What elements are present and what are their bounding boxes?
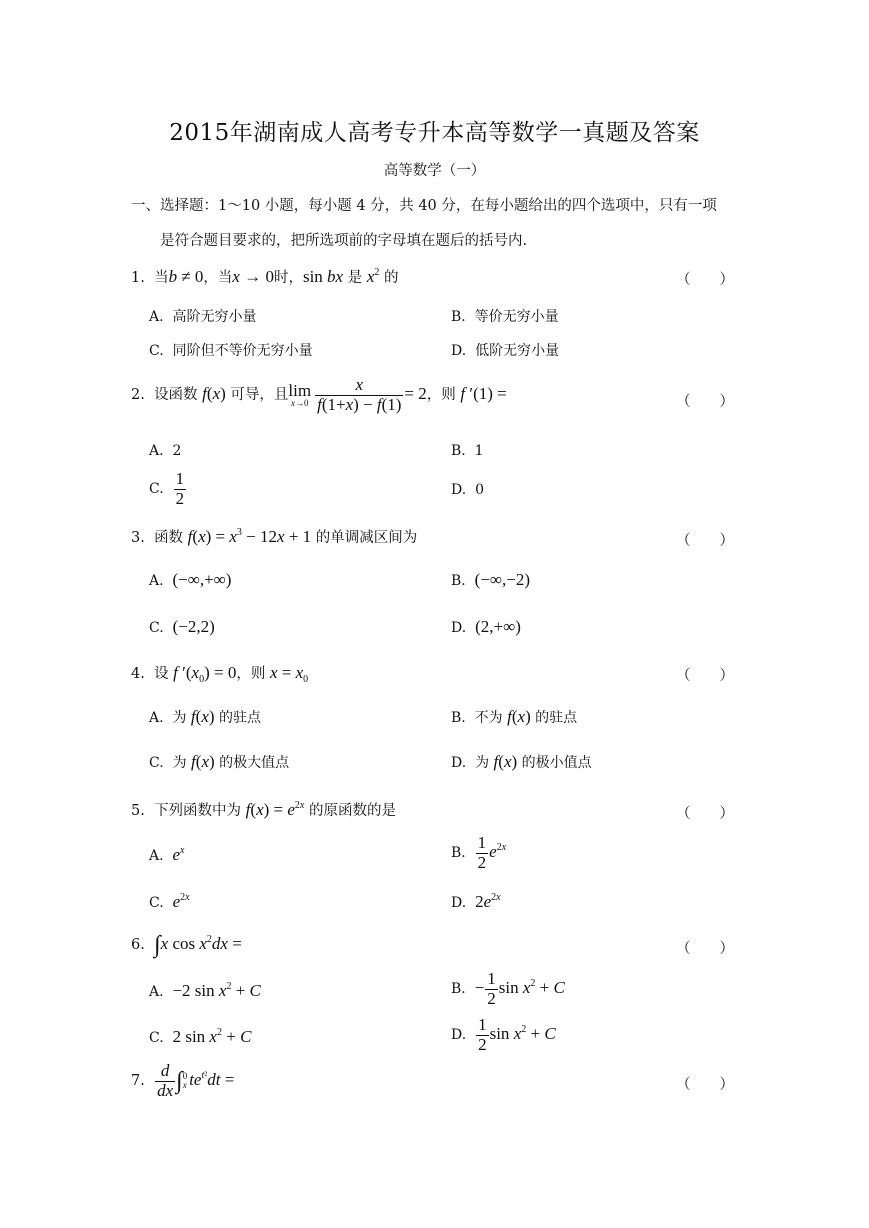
question-3: 3. 函数 $f(x) = x^3 - 12x + 1$ 的单调减区间为 — [131, 527, 418, 546]
option-6c: C. 2 $\sin x^2 + C$ — [149, 1027, 252, 1046]
option-5b: B. $\frac{1}{2}$ $e^{2x}$ — [451, 833, 507, 872]
answer-bracket-1: （ ） — [676, 272, 734, 288]
option-4d: D. 为 f(x) 的极小值点 — [451, 752, 592, 771]
option-2b: B. 1 — [451, 443, 484, 459]
question-2: 2. 设函数 f(x) 可导，且lim x→0 $\frac{x}{f(1+x) - f(1)}$ = 2，则 f ′(1) = — [131, 375, 507, 414]
page-title: 2015年湖南成人高考专升本高等数学一真题及答案 — [169, 120, 700, 146]
page-subtitle: 高等数学（一） — [383, 163, 486, 179]
question-7: 7. $\frac{d}{dx}$ ∫ 0 x $te^{t^2}dt$ = — [131, 1061, 235, 1100]
answer-bracket-4: （ ） — [676, 668, 734, 684]
option-2a: A. 2 — [149, 443, 182, 459]
option-5d: D. $2e^{2x}$ — [451, 892, 501, 911]
option-1d: D. 低阶无穷小量 — [451, 343, 560, 359]
question-stem: 下列函数中为 $f(x) = e^{2x}$ 的原函数的是 — [154, 800, 396, 819]
question-4: 4. 设 f $'(x_0) = 0$，则 $x = x_0$ — [131, 663, 309, 685]
question-5: 5. 下列函数中为 $f(x) = e^{2x}$ 的原函数的是 — [131, 800, 396, 819]
option-1b: B. 等价无穷小量 — [451, 309, 559, 325]
question-6: 6. ∫x $\cos x^2dx$ = — [131, 932, 242, 958]
section-instructions-line2: 是符合题目要求的，把所选项前的字母填在题后的括号内. — [160, 233, 528, 249]
question-number: 1. — [131, 270, 145, 286]
option-2d: D. 0 — [451, 482, 485, 498]
option-3a: A. (−∞,+∞) — [149, 570, 232, 589]
option-6d: D. $\frac{1}{2}$ $\sin x^2 + C$ — [451, 1015, 556, 1054]
answer-bracket-2: （ ） — [676, 394, 734, 410]
option-3d: D. (2,+∞) — [451, 617, 521, 636]
option-4a: A. 为 f(x) 的驻点 — [149, 707, 261, 726]
question-stem: ∫x $\cos x^2dx$ = — [154, 932, 242, 958]
option-2c: C. $\frac{1}{2}$ — [149, 469, 185, 508]
question-stem: 设 f $'(x_0) = 0$，则 $x = x_0$ — [154, 663, 309, 685]
answer-bracket-5: （ ） — [676, 806, 734, 822]
option-4b: B. 不为 f(x) 的驻点 — [451, 707, 578, 726]
option-1a: A. 高阶无穷小量 — [149, 309, 257, 325]
question-stem: 函数 $f(x) = x^3 - 12x + 1$ 的单调减区间为 — [154, 527, 418, 546]
question-stem: 设函数 f(x) 可导，且lim x→0 $\frac{x}{f(1+x) - f(1)}$ = 2，则 f ′(1) = — [154, 375, 507, 414]
option-5c: C. $e^{2x}$ — [149, 892, 190, 911]
answer-bracket-6: （ ） — [676, 941, 734, 957]
question-1 — [131, 266, 398, 287]
option-1c: C. 同阶但不等价无穷小量 — [149, 343, 313, 359]
question-stem: 当b ≠ 0，当x → 0时，sin bx 是 $x^2$ 的 — [154, 267, 399, 286]
option-3c: C. (−2,2) — [149, 617, 215, 636]
option-6a: A. −2 $\sin x^2 + C$ — [149, 981, 261, 1000]
option-5a: A. $e^x$ — [149, 845, 185, 864]
answer-bracket-7: （ ） — [676, 1077, 734, 1093]
answer-bracket-3: （ ） — [676, 533, 734, 549]
option-4c: C. 为 f(x) 的极大值点 — [149, 752, 290, 771]
option-3b: B. (−∞,−2) — [451, 570, 531, 589]
section-instructions-line1: 一、选择题：1～10 小题，每小题 4 分，共 40 分，在每小题给出的四个选项中，只有一项 — [131, 198, 717, 214]
question-stem: $\frac{d}{dx}$ ∫ 0 x $te^{t^2}dt$ = — [157, 1061, 235, 1100]
option-6b: B. − $\frac{1}{2}$ $\sin x^2 + C$ — [451, 969, 565, 1008]
